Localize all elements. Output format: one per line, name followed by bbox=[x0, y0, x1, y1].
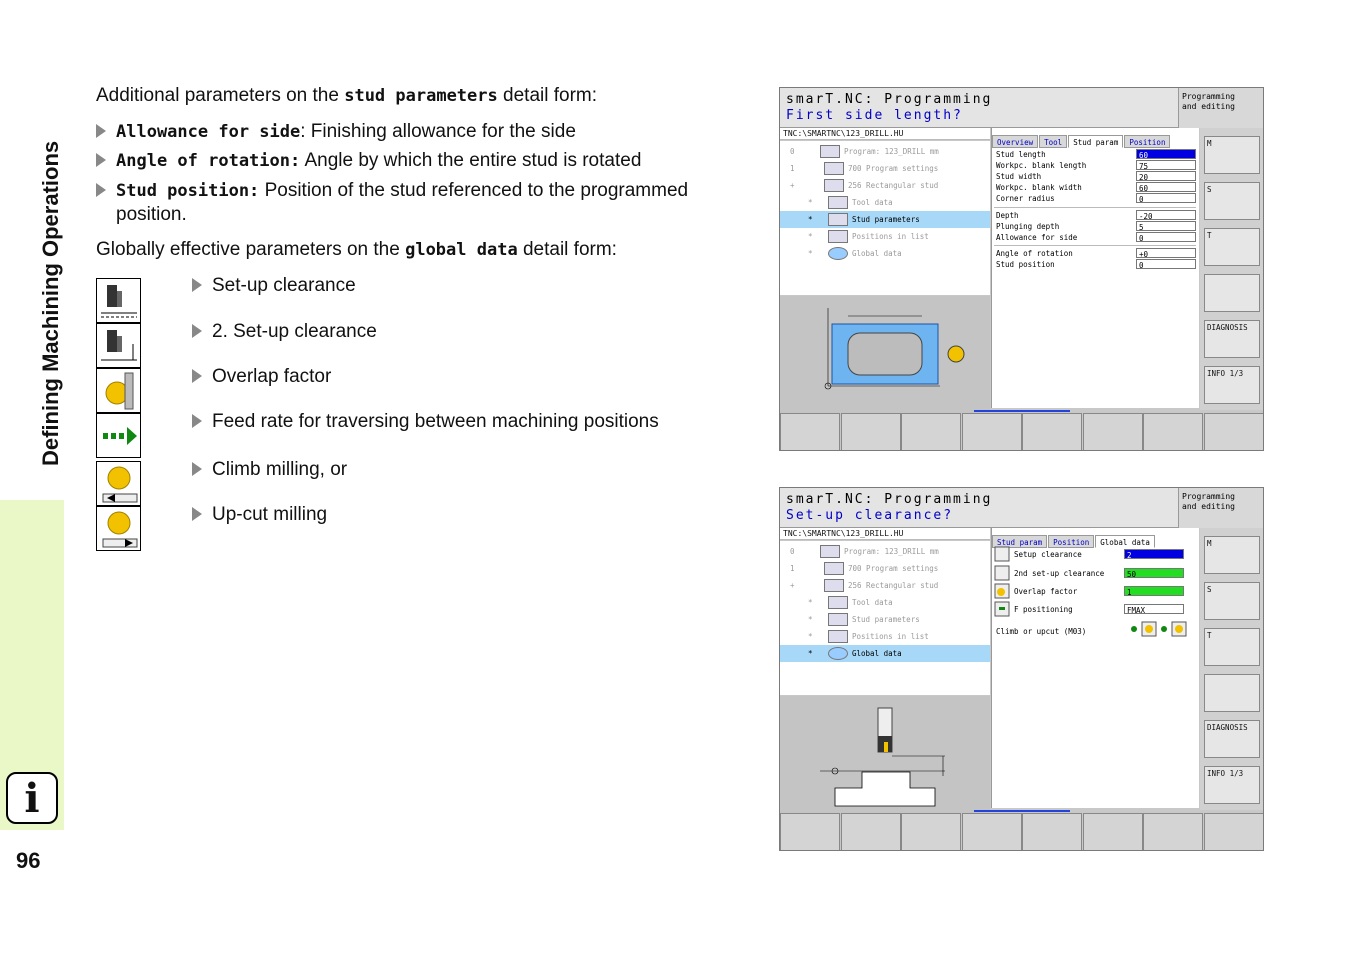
tree-item[interactable]: 1 700 Program settings bbox=[790, 164, 939, 173]
softkey-s[interactable]: S bbox=[1204, 582, 1260, 620]
bullet-climb-milling: Climb milling, or bbox=[192, 458, 347, 481]
tree-item-selected[interactable]: * Global data bbox=[780, 645, 990, 662]
softkey-m[interactable]: M bbox=[1204, 136, 1260, 174]
tree-item[interactable]: + 256 Rectangular stud bbox=[790, 581, 939, 590]
bullet-allowance: Allowance for side: Finishing allowance for the side bbox=[96, 120, 736, 144]
mode-label: Programming and editing bbox=[1178, 488, 1264, 528]
tab-position[interactable]: Position bbox=[1048, 535, 1094, 548]
form-tabs bbox=[992, 130, 1171, 147]
softkey[interactable] bbox=[1022, 813, 1082, 851]
progress-line bbox=[974, 410, 1070, 412]
field-setup-clearance: Setup clearance 2 bbox=[1014, 549, 1214, 560]
program-icon bbox=[820, 545, 840, 558]
softkey-info[interactable]: INFO 1/3 bbox=[1204, 766, 1260, 804]
screen-header bbox=[780, 488, 1178, 528]
softkey-m[interactable]: M bbox=[1204, 536, 1260, 574]
vertical-softkeys bbox=[1200, 528, 1264, 810]
tree-item[interactable]: 1 700 Program settings bbox=[790, 564, 939, 573]
tool-icon bbox=[828, 596, 848, 609]
softkey[interactable] bbox=[962, 813, 1022, 851]
program-icon bbox=[820, 145, 840, 158]
stud-graphic bbox=[780, 296, 990, 416]
softkey-s[interactable]: S bbox=[1204, 182, 1260, 220]
feed-rate-icon bbox=[96, 413, 141, 458]
screen-title: smarT.NC: Programming bbox=[786, 92, 993, 107]
screenshot-global-data bbox=[779, 487, 1264, 851]
detail-form bbox=[991, 528, 1199, 808]
intro-global-data: Globally effective parameters on the global data detail form: bbox=[96, 239, 617, 260]
softkey-blank[interactable] bbox=[1204, 674, 1260, 712]
tab-global-data[interactable]: Global data bbox=[1095, 535, 1155, 548]
softkey[interactable] bbox=[1083, 413, 1143, 451]
softkey[interactable] bbox=[780, 813, 840, 851]
softkey[interactable] bbox=[901, 413, 961, 451]
tree-item[interactable]: * Positions in list bbox=[808, 232, 929, 241]
bullet-stud-position: Stud position: Position of the stud referenced to the programmed position. bbox=[96, 179, 736, 226]
softkey[interactable] bbox=[962, 413, 1022, 451]
settings-icon bbox=[824, 162, 844, 175]
program-tree bbox=[780, 141, 990, 295]
field-stud-width: Stud width 20 bbox=[996, 171, 1196, 182]
bullet-upcut-milling: Up-cut milling bbox=[192, 503, 327, 526]
horizontal-softkeys bbox=[780, 413, 1264, 451]
field-angle-rotation: Angle of rotation +0 bbox=[996, 248, 1196, 259]
field-climb-upcut: Climb or upcut (M03) bbox=[996, 627, 1087, 636]
arrow-icon bbox=[192, 278, 202, 292]
screen-question: First side length? bbox=[786, 108, 963, 123]
form-tabs bbox=[992, 530, 1156, 547]
tree-item[interactable]: 0 Program: 123_DRILL mm bbox=[790, 147, 939, 156]
softkey-t[interactable]: T bbox=[1204, 628, 1260, 666]
tab-tool[interactable]: Tool bbox=[1039, 135, 1067, 148]
softkey[interactable] bbox=[780, 413, 840, 451]
softkey[interactable] bbox=[1204, 413, 1264, 451]
field-f-positioning: F positioning FMAX bbox=[1014, 604, 1214, 615]
tree-item[interactable]: * Tool data bbox=[808, 598, 893, 607]
upcut-milling-icon bbox=[96, 506, 141, 551]
positions-icon bbox=[828, 230, 848, 243]
settings-icon bbox=[824, 562, 844, 575]
stud-icon bbox=[828, 213, 848, 226]
vertical-softkeys bbox=[1200, 128, 1264, 410]
tree-item[interactable]: + 256 Rectangular stud bbox=[790, 181, 939, 190]
field-second-setup-clearance: 2nd set-up clearance 50 bbox=[1014, 568, 1214, 579]
file-path: TNC:\SMARTNC\123_DRILL.HU bbox=[780, 128, 990, 140]
softkey-blank[interactable] bbox=[1204, 274, 1260, 312]
tab-overview[interactable]: Overview bbox=[992, 135, 1038, 148]
bullet-feed-rate: Feed rate for traversing between machining positions bbox=[192, 410, 659, 433]
screen-question: Set-up clearance? bbox=[786, 508, 954, 523]
softkey[interactable] bbox=[841, 813, 901, 851]
arrow-icon bbox=[192, 324, 202, 338]
arrow-icon bbox=[96, 153, 106, 167]
bullet-second-setup-clearance: 2. Set-up clearance bbox=[192, 320, 377, 343]
tree-item[interactable]: * Stud parameters bbox=[808, 615, 920, 624]
softkey[interactable] bbox=[1143, 413, 1203, 451]
second-setup-clearance-icon bbox=[96, 323, 141, 368]
screenshot-stud-parameters bbox=[779, 87, 1264, 451]
stud-icon bbox=[828, 613, 848, 626]
tab-stud-param[interactable]: Stud param bbox=[1068, 135, 1123, 148]
file-path: TNC:\SMARTNC\123_DRILL.HU bbox=[780, 528, 990, 540]
softkey-t[interactable]: T bbox=[1204, 228, 1260, 266]
tool-icon bbox=[828, 196, 848, 209]
field-icons bbox=[994, 546, 1010, 636]
program-tree bbox=[780, 541, 990, 695]
page-number: 96 bbox=[16, 848, 41, 873]
softkey[interactable] bbox=[1204, 813, 1264, 851]
field-blank-width: Workpc. blank width 60 bbox=[996, 182, 1196, 193]
stud-cycle-icon bbox=[824, 179, 844, 192]
arrow-icon bbox=[96, 183, 106, 197]
climb-upcut-radios[interactable] bbox=[1130, 620, 1196, 638]
tree-item[interactable]: * Tool data bbox=[808, 198, 893, 207]
info-icon: i bbox=[6, 772, 58, 824]
globe-icon bbox=[828, 247, 848, 260]
clearance-graphic bbox=[780, 696, 990, 816]
progress-line bbox=[974, 810, 1070, 812]
tab-stud-param[interactable]: Stud param bbox=[992, 535, 1047, 548]
bullet-angle: Angle of rotation: Angle by which the entire stud is rotated bbox=[96, 149, 736, 173]
field-stud-position: Stud position 0 bbox=[996, 259, 1196, 270]
softkey[interactable] bbox=[901, 813, 961, 851]
tree-item[interactable]: 0 Program: 123_DRILL mm bbox=[790, 547, 939, 556]
tree-item[interactable]: * Positions in list bbox=[808, 632, 929, 641]
field-plunging-depth: Plunging depth 5 bbox=[996, 221, 1196, 232]
softkey-diagnosis[interactable]: DIAGNOSIS bbox=[1204, 720, 1260, 758]
softkey[interactable] bbox=[1143, 813, 1203, 851]
arrow-icon bbox=[192, 507, 202, 521]
softkey-diagnosis[interactable]: DIAGNOSIS bbox=[1204, 320, 1260, 358]
field-overlap-factor: Overlap factor 1 bbox=[1014, 586, 1214, 597]
bullet-setup-clearance: Set-up clearance bbox=[192, 274, 356, 297]
field-allowance-side: Allowance for side 0 bbox=[996, 232, 1196, 243]
climb-milling-icon bbox=[96, 461, 141, 506]
positions-icon bbox=[828, 630, 848, 643]
field-blank-length: Workpc. blank length 75 bbox=[996, 160, 1196, 171]
arrow-icon bbox=[96, 124, 106, 138]
mode-label: Programming and editing bbox=[1178, 88, 1264, 128]
field-depth: Depth -20 bbox=[996, 210, 1196, 221]
arrow-icon bbox=[192, 369, 202, 383]
horizontal-softkeys bbox=[780, 813, 1264, 851]
detail-form bbox=[991, 128, 1199, 408]
softkey-info[interactable]: INFO 1/3 bbox=[1204, 366, 1260, 404]
arrow-icon bbox=[192, 414, 202, 428]
tab-position[interactable]: Position bbox=[1124, 135, 1170, 148]
softkey[interactable] bbox=[1022, 413, 1082, 451]
tree-item-selected[interactable]: * Stud parameters bbox=[780, 211, 990, 228]
intro-stud-parameters: Additional parameters on the stud parameters detail form: bbox=[96, 85, 598, 106]
stud-cycle-icon bbox=[824, 579, 844, 592]
bullet-overlap-factor: Overlap factor bbox=[192, 365, 331, 388]
screen-header bbox=[780, 88, 1178, 128]
section-title: Defining Machining Operations bbox=[38, 140, 63, 466]
screen-title: smarT.NC: Programming bbox=[786, 492, 993, 507]
softkey[interactable] bbox=[1083, 813, 1143, 851]
field-corner-radius: Corner radius 0 bbox=[996, 193, 1196, 204]
globe-icon bbox=[828, 647, 848, 660]
arrow-icon bbox=[192, 462, 202, 476]
overlap-factor-icon bbox=[96, 368, 141, 413]
softkey[interactable] bbox=[841, 413, 901, 451]
setup-clearance-icon bbox=[96, 278, 141, 323]
field-stud-length: Stud length 60 bbox=[996, 149, 1196, 160]
tree-item[interactable]: * Global data bbox=[808, 249, 902, 258]
